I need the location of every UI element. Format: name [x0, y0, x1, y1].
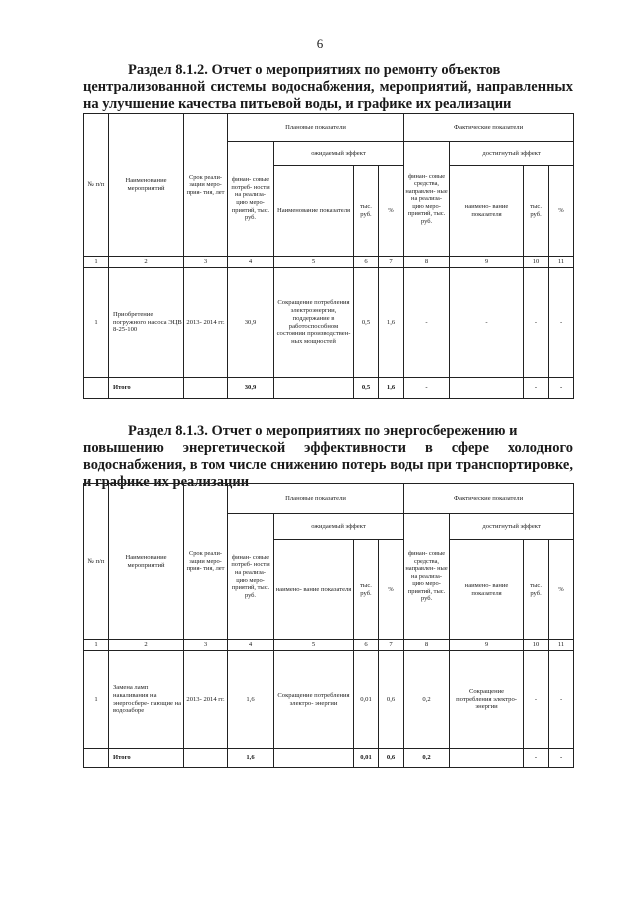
- header-exp-th: тыс. руб.: [354, 540, 379, 640]
- col-number: 5: [274, 257, 354, 268]
- header-actual: Фактические показатели: [404, 484, 574, 514]
- row-th: 0,01: [354, 651, 379, 749]
- col-number: 9: [450, 257, 524, 268]
- total-act-pct: -: [549, 749, 574, 768]
- total-act-th: -: [524, 378, 549, 399]
- col-number: 6: [354, 640, 379, 651]
- page-number: 6: [316, 36, 324, 51]
- col-number: 8: [404, 640, 450, 651]
- header-plan-fin: финан- совые потреб- ности на реализа- цию меро- приятий, тыс. руб.: [228, 142, 274, 257]
- col-number: 10: [524, 640, 549, 651]
- report-table-8-1-3: [83, 483, 574, 768]
- section-heading-8-1-3: [83, 423, 573, 491]
- header-actual: Фактические показатели: [404, 114, 574, 142]
- col-number: 3: [184, 640, 228, 651]
- col-number: 7: [379, 640, 404, 651]
- header-ach-pct: %: [549, 540, 574, 640]
- header-planned: Плановые показатели: [228, 484, 404, 514]
- heading-text: централизованной системы водоснабжения, мероприятий, направленных на улучшение качества питьевой воды, и графике их реализации: [83, 79, 573, 112]
- header-exp-th: тыс. руб.: [354, 166, 379, 257]
- total-fin: 1,6: [228, 749, 274, 768]
- header-ach-name: наимено- вание показателя: [450, 540, 524, 640]
- header-act-fin: финан- совые средства, направлен- ные на реализа- цию меро- приятий, тыс. руб.: [404, 514, 450, 640]
- row-pct: 1,6: [379, 268, 404, 378]
- header-name: Наименование мероприятий: [109, 114, 184, 257]
- row-th: 0,5: [354, 268, 379, 378]
- col-number: 3: [184, 257, 228, 268]
- header-num: № п/п: [84, 114, 109, 257]
- total-label: Итого: [109, 378, 184, 399]
- row-name: Приобретение погружного насоса ЭЦВ 8-25-100: [109, 268, 184, 378]
- header-ach-pct: %: [549, 166, 574, 257]
- col-number: 8: [404, 257, 450, 268]
- row-act-fin: 0,2: [404, 651, 450, 749]
- row-act-th: -: [524, 651, 549, 749]
- header-act-fin: финан- совые средства, направлен- ные на реализа- цию меро- приятий, тыс. руб.: [404, 142, 450, 257]
- table-row: [84, 268, 574, 378]
- header-expected: ожидаемый эффект: [274, 142, 404, 166]
- col-number: 5: [274, 640, 354, 651]
- header-ach-th: тыс. руб.: [524, 166, 549, 257]
- header-achieved: достигнутый эффект: [450, 142, 574, 166]
- col-number: 7: [379, 257, 404, 268]
- row-effect: Сокращение потребления электро- энергии: [274, 651, 354, 749]
- total-pct: 1,6: [379, 378, 404, 399]
- col-number: 11: [549, 257, 574, 268]
- row-name: Замена ламп накаливания на энергосбере- гающие на водозаборе: [109, 651, 184, 749]
- row-num: 1: [84, 651, 109, 749]
- col-number: 1: [84, 257, 109, 268]
- header-exp-pct: %: [379, 540, 404, 640]
- row-act-pct: -: [549, 651, 574, 749]
- total-th: 0,01: [354, 749, 379, 768]
- heading-text: повышению энергетической эффективности в сфере холодного водоснабжения, в том числе снижению потерь воды при транспортировке, и графике их реализации: [83, 440, 573, 490]
- row-pct: 0,6: [379, 651, 404, 749]
- row-act-pct: -: [549, 268, 574, 378]
- row-term: 2013- 2014 гг.: [184, 651, 228, 749]
- report-table-8-1-2: [83, 113, 574, 399]
- total-row: [84, 378, 574, 399]
- header-name: Наименование мероприятий: [109, 484, 184, 640]
- col-number: 11: [549, 640, 574, 651]
- header-exp-pct: %: [379, 166, 404, 257]
- section-heading-8-1-2: [83, 62, 573, 113]
- total-act-pct: -: [549, 378, 574, 399]
- header-planned: Плановые показатели: [228, 114, 404, 142]
- header-ach-name: наимено- вание показателя: [450, 166, 524, 257]
- total-row: [84, 749, 574, 768]
- col-number: 2: [109, 257, 184, 268]
- col-number: 2: [109, 640, 184, 651]
- col-number: 4: [228, 640, 274, 651]
- header-exp-name: наимено- вание показателя: [274, 540, 354, 640]
- heading-line: Раздел 8.1.2. Отчет о мероприятиях по ремонту объектов: [128, 62, 501, 78]
- total-th: 0,5: [354, 378, 379, 399]
- table-row: [84, 651, 574, 749]
- col-number: 4: [228, 257, 274, 268]
- row-act-name: -: [450, 268, 524, 378]
- col-number: 10: [524, 257, 549, 268]
- total-act-fin: -: [404, 378, 450, 399]
- row-num: 1: [84, 268, 109, 378]
- header-ach-th: тыс. руб.: [524, 540, 549, 640]
- row-term: 2013- 2014 гг.: [184, 268, 228, 378]
- header-expected: ожидаемый эффект: [274, 514, 404, 540]
- header-exp-name: Наименование показателя: [274, 166, 354, 257]
- col-number: 6: [354, 257, 379, 268]
- row-act-th: -: [524, 268, 549, 378]
- row-fin: 1,6: [228, 651, 274, 749]
- total-pct: 0,6: [379, 749, 404, 768]
- total-label: Итого: [109, 749, 184, 768]
- header-term: Срок реали- зации меро- прия- тия, лет: [184, 484, 228, 640]
- col-number: 9: [450, 640, 524, 651]
- col-number: 1: [84, 640, 109, 651]
- row-act-name: Сокращение потребления электро- энергии: [450, 651, 524, 749]
- total-fin: 30,9: [228, 378, 274, 399]
- header-achieved: достигнутый эффект: [450, 514, 574, 540]
- row-act-fin: -: [404, 268, 450, 378]
- row-effect: Сокращение потребления электроэнергии, поддержание в работоспособном состоянии производствен- ных мощностей: [274, 268, 354, 378]
- header-num: № п/п: [84, 484, 109, 640]
- header-plan-fin: финан- совые потреб- ности на реализа- цию меро- приятий, тыс. руб.: [228, 514, 274, 640]
- header-term: Срок реали- зации меро- прия- тия, лет: [184, 114, 228, 257]
- row-fin: 30,9: [228, 268, 274, 378]
- total-act-th: -: [524, 749, 549, 768]
- heading-line: Раздел 8.1.3. Отчет о мероприятиях по энергосбережению и: [128, 423, 518, 439]
- total-act-fin: 0,2: [404, 749, 450, 768]
